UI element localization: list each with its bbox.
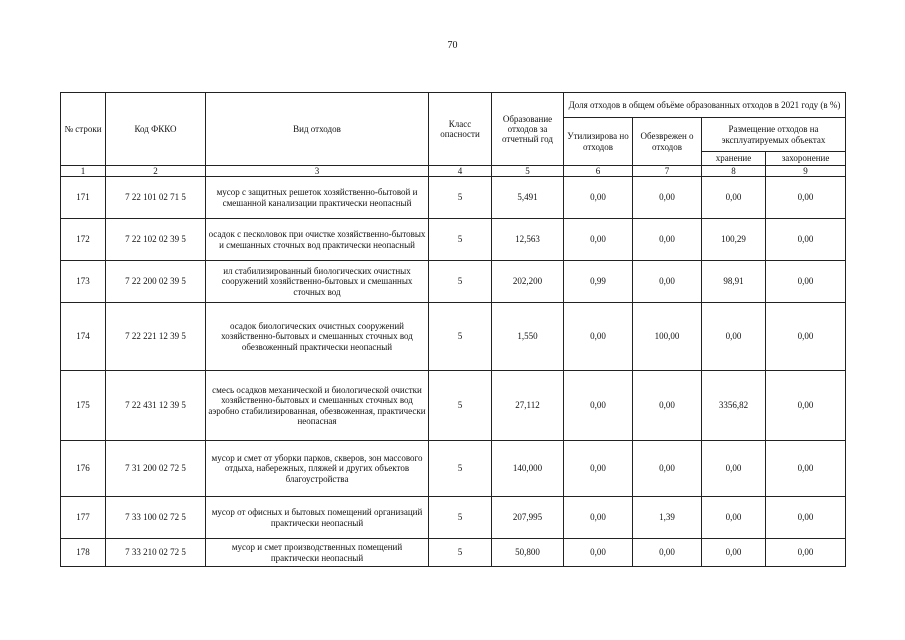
cell-kind: мусор и смет от уборки парков, скверов, зон массового отдыха, набережных, пляжей и других объектов благоустройства xyxy=(206,441,429,497)
cell-utilized: 0,00 xyxy=(564,539,633,567)
cell-neutralized: 0,00 xyxy=(633,371,702,441)
cell-class: 5 xyxy=(429,371,492,441)
cell-row-no: 172 xyxy=(61,219,106,261)
cell-neutralized: 0,00 xyxy=(633,177,702,219)
header-kind: Вид отходов xyxy=(206,93,429,166)
cell-class: 5 xyxy=(429,497,492,539)
header-burial: захоронение xyxy=(766,152,846,166)
cell-code: 7 22 101 02 71 5 xyxy=(106,177,206,219)
cell-generated: 27,112 xyxy=(492,371,564,441)
cell-generated: 12,563 xyxy=(492,219,564,261)
cell-class: 5 xyxy=(429,441,492,497)
table-row xyxy=(61,261,846,303)
cell-storage: 98,91 xyxy=(702,261,766,303)
column-number: 1 xyxy=(61,166,106,177)
cell-kind: мусор от офисных и бытовых помещений организаций практически неопасный xyxy=(206,497,429,539)
cell-utilized: 0,00 xyxy=(564,177,633,219)
cell-kind: ил стабилизированный биологических очистных сооружений хозяйственно-бытовых и смешанных сточных вод xyxy=(206,261,429,303)
page-number: 70 xyxy=(447,40,458,51)
table-row xyxy=(61,539,846,567)
cell-burial: 0,00 xyxy=(766,261,846,303)
cell-storage: 100,29 xyxy=(702,219,766,261)
cell-burial: 0,00 xyxy=(766,219,846,261)
cell-neutralized: 0,00 xyxy=(633,261,702,303)
cell-utilized: 0,00 xyxy=(564,441,633,497)
table-row xyxy=(61,371,846,441)
cell-code: 7 22 102 02 39 5 xyxy=(106,219,206,261)
header-placement-group: Размещение отходов на эксплуатируемых объектах xyxy=(702,118,846,152)
cell-storage: 0,00 xyxy=(702,441,766,497)
cell-row-no: 177 xyxy=(61,497,106,539)
column-number: 2 xyxy=(106,166,206,177)
cell-code: 7 33 100 02 72 5 xyxy=(106,497,206,539)
cell-kind: мусор и смет производственных помещений практически неопасный xyxy=(206,539,429,567)
cell-generated: 202,200 xyxy=(492,261,564,303)
table-row xyxy=(61,177,846,219)
header-share-group: Доля отходов в общем объёме образованных отходов в 2021 году (в %) xyxy=(564,93,846,118)
cell-class: 5 xyxy=(429,219,492,261)
table-body xyxy=(61,177,846,567)
cell-code: 7 22 200 02 39 5 xyxy=(106,261,206,303)
cell-storage: 0,00 xyxy=(702,303,766,371)
header-storage: хранение xyxy=(702,152,766,166)
cell-generated: 207,995 xyxy=(492,497,564,539)
cell-row-no: 178 xyxy=(61,539,106,567)
cell-class: 5 xyxy=(429,177,492,219)
table-row xyxy=(61,441,846,497)
cell-utilized: 0,00 xyxy=(564,303,633,371)
cell-code: 7 22 431 12 39 5 xyxy=(106,371,206,441)
cell-class: 5 xyxy=(429,539,492,567)
header-row-no: № строки xyxy=(61,93,106,166)
cell-storage: 0,00 xyxy=(702,539,766,567)
cell-row-no: 173 xyxy=(61,261,106,303)
cell-burial: 0,00 xyxy=(766,371,846,441)
cell-neutralized: 0,00 xyxy=(633,539,702,567)
cell-storage: 0,00 xyxy=(702,497,766,539)
cell-neutralized: 0,00 xyxy=(633,441,702,497)
table-row xyxy=(61,303,846,371)
cell-burial: 0,00 xyxy=(766,303,846,371)
cell-utilized: 0,00 xyxy=(564,497,633,539)
column-number: 5 xyxy=(492,166,564,177)
column-number: 7 xyxy=(633,166,702,177)
cell-kind: смесь осадков механической и биологической очистки хозяйственно-бытовых и смешанных сточных вод аэробно стабилизированная, обезвоженная, практически неопасная xyxy=(206,371,429,441)
header-code: Код ФККО xyxy=(106,93,206,166)
cell-utilized: 0,99 xyxy=(564,261,633,303)
cell-row-no: 176 xyxy=(61,441,106,497)
cell-class: 5 xyxy=(429,261,492,303)
cell-neutralized: 100,00 xyxy=(633,303,702,371)
cell-row-no: 175 xyxy=(61,371,106,441)
column-number: 9 xyxy=(766,166,846,177)
cell-generated: 140,000 xyxy=(492,441,564,497)
cell-burial: 0,00 xyxy=(766,497,846,539)
cell-neutralized: 0,00 xyxy=(633,219,702,261)
header-utilized: Утилизирова но отходов xyxy=(564,118,633,166)
table-row xyxy=(61,219,846,261)
cell-generated: 5,491 xyxy=(492,177,564,219)
cell-row-no: 174 xyxy=(61,303,106,371)
waste-table xyxy=(60,92,846,567)
cell-code: 7 33 210 02 72 5 xyxy=(106,539,206,567)
cell-kind: мусор с защитных решеток хозяйственно-бытовой и смешанной канализации практически неопасный xyxy=(206,177,429,219)
cell-storage: 3356,82 xyxy=(702,371,766,441)
column-number: 6 xyxy=(564,166,633,177)
cell-burial: 0,00 xyxy=(766,177,846,219)
column-numbers-row xyxy=(61,166,846,177)
cell-burial: 0,00 xyxy=(766,539,846,567)
column-number: 4 xyxy=(429,166,492,177)
cell-utilized: 0,00 xyxy=(564,219,633,261)
column-number: 8 xyxy=(702,166,766,177)
cell-kind: осадок биологических очистных сооружений хозяйственно-бытовых и смешанных сточных вод обезвоженный практически неопасный xyxy=(206,303,429,371)
cell-generated: 1,550 xyxy=(492,303,564,371)
cell-code: 7 31 200 02 72 5 xyxy=(106,441,206,497)
cell-burial: 0,00 xyxy=(766,441,846,497)
cell-code: 7 22 221 12 39 5 xyxy=(106,303,206,371)
header-hazard-class: Класс опасности xyxy=(429,93,492,166)
table-row xyxy=(61,497,846,539)
table-header xyxy=(61,93,846,177)
column-number: 3 xyxy=(206,166,429,177)
header-neutralized: Обезврежен о отходов xyxy=(633,118,702,166)
cell-kind: осадок с песколовок при очистке хозяйственно-бытовых и смешанных сточных вод практически неопасный xyxy=(206,219,429,261)
cell-class: 5 xyxy=(429,303,492,371)
cell-neutralized: 1,39 xyxy=(633,497,702,539)
cell-row-no: 171 xyxy=(61,177,106,219)
cell-storage: 0,00 xyxy=(702,177,766,219)
cell-generated: 50,800 xyxy=(492,539,564,567)
header-generated: Образование отходов за отчетный год xyxy=(492,93,564,166)
cell-utilized: 0,00 xyxy=(564,371,633,441)
